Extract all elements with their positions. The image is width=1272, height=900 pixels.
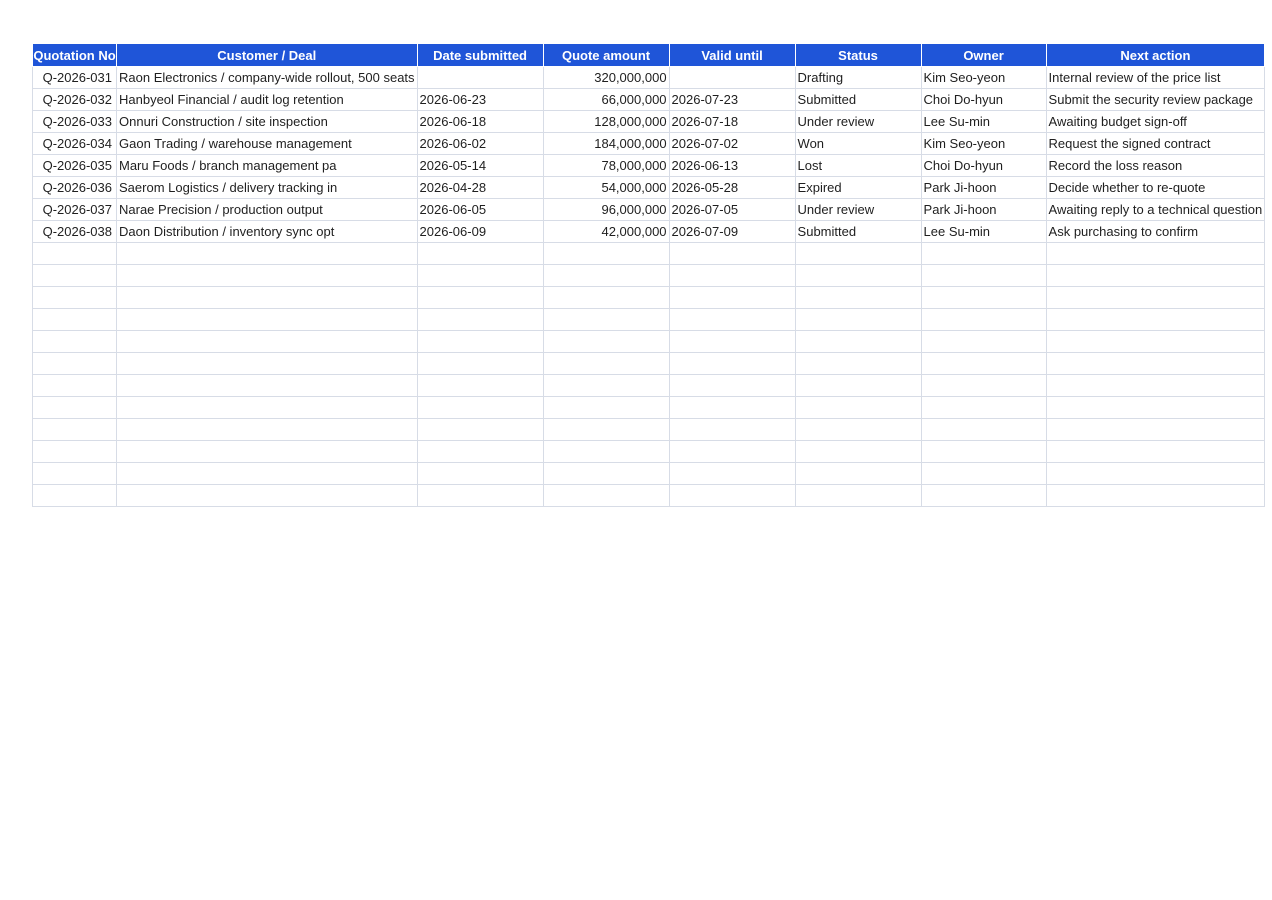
cell-date-submitted[interactable] bbox=[417, 397, 543, 419]
cell-owner[interactable] bbox=[921, 309, 1046, 331]
cell-quotation-no[interactable]: Q-2026-036 bbox=[33, 177, 117, 199]
cell-quotation-no[interactable] bbox=[33, 243, 117, 265]
cell-valid-until[interactable] bbox=[669, 353, 795, 375]
table-row bbox=[33, 155, 1265, 177]
empty-row bbox=[33, 463, 1265, 485]
cell-next-action[interactable] bbox=[1046, 485, 1265, 507]
cell-quote-amount[interactable] bbox=[543, 463, 669, 485]
header-row bbox=[33, 44, 1265, 67]
cell-customer-deal[interactable] bbox=[117, 397, 418, 419]
cell-valid-until[interactable] bbox=[669, 309, 795, 331]
cell-quotation-no[interactable] bbox=[33, 287, 117, 309]
cell-status[interactable]: Submitted bbox=[795, 89, 921, 111]
cell-valid-until[interactable]: 2026-05-28 bbox=[669, 177, 795, 199]
cell-date-submitted[interactable] bbox=[417, 67, 543, 89]
cell-status[interactable] bbox=[795, 419, 921, 441]
cell-status[interactable] bbox=[795, 265, 921, 287]
cell-status[interactable] bbox=[795, 397, 921, 419]
cell-quote-amount[interactable] bbox=[543, 419, 669, 441]
cell-next-action[interactable]: Internal review of the price list bbox=[1046, 67, 1265, 89]
cell-owner[interactable]: Lee Su-min bbox=[921, 111, 1046, 133]
cell-valid-until[interactable] bbox=[669, 375, 795, 397]
cell-customer-deal[interactable]: Gaon Trading / warehouse management bbox=[117, 133, 418, 155]
cell-owner[interactable]: Kim Seo-yeon bbox=[921, 133, 1046, 155]
table-row bbox=[33, 199, 1265, 221]
cell-owner[interactable] bbox=[921, 463, 1046, 485]
cell-owner[interactable]: Park Ji-hoon bbox=[921, 177, 1046, 199]
cell-owner[interactable] bbox=[921, 243, 1046, 265]
cell-customer-deal[interactable] bbox=[117, 441, 418, 463]
cell-quote-amount[interactable] bbox=[543, 243, 669, 265]
header-date-submitted[interactable]: Date submitted bbox=[417, 44, 543, 67]
cell-customer-deal[interactable]: Maru Foods / branch management pa bbox=[117, 155, 418, 177]
cell-date-submitted[interactable]: 2026-06-23 bbox=[417, 89, 543, 111]
cell-valid-until[interactable] bbox=[669, 331, 795, 353]
empty-row bbox=[33, 397, 1265, 419]
cell-quote-amount[interactable]: 128,000,000 bbox=[543, 111, 669, 133]
cell-owner[interactable] bbox=[921, 353, 1046, 375]
cell-next-action[interactable]: Submit the security review package bbox=[1046, 89, 1265, 111]
cell-quotation-no[interactable] bbox=[33, 309, 117, 331]
header-quotation-no[interactable]: Quotation No bbox=[33, 44, 117, 67]
cell-quotation-no[interactable] bbox=[33, 463, 117, 485]
cell-customer-deal[interactable] bbox=[117, 243, 418, 265]
cell-quote-amount[interactable] bbox=[543, 331, 669, 353]
cell-status[interactable]: Lost bbox=[795, 155, 921, 177]
cell-date-submitted[interactable]: 2026-06-18 bbox=[417, 111, 543, 133]
cell-valid-until[interactable] bbox=[669, 463, 795, 485]
cell-quotation-no[interactable]: Q-2026-031 bbox=[33, 67, 117, 89]
cell-quote-amount[interactable]: 78,000,000 bbox=[543, 155, 669, 177]
cell-date-submitted[interactable] bbox=[417, 375, 543, 397]
cell-valid-until[interactable]: 2026-07-23 bbox=[669, 89, 795, 111]
empty-row bbox=[33, 309, 1265, 331]
cell-next-action[interactable] bbox=[1046, 331, 1265, 353]
cell-valid-until[interactable]: 2026-06-13 bbox=[669, 155, 795, 177]
cell-valid-until[interactable] bbox=[669, 485, 795, 507]
header-owner[interactable]: Owner bbox=[921, 44, 1046, 67]
cell-owner[interactable] bbox=[921, 331, 1046, 353]
cell-quote-amount[interactable] bbox=[543, 375, 669, 397]
cell-customer-deal[interactable]: Hanbyeol Financial / audit log retention bbox=[117, 89, 418, 111]
cell-quotation-no[interactable] bbox=[33, 375, 117, 397]
table-row bbox=[33, 67, 1265, 89]
cell-date-submitted[interactable] bbox=[417, 485, 543, 507]
empty-row bbox=[33, 441, 1265, 463]
cell-valid-until[interactable] bbox=[669, 265, 795, 287]
cell-customer-deal[interactable]: Narae Precision / production output bbox=[117, 199, 418, 221]
table-row bbox=[33, 133, 1265, 155]
cell-next-action[interactable] bbox=[1046, 375, 1265, 397]
cell-quote-amount[interactable]: 96,000,000 bbox=[543, 199, 669, 221]
cell-status[interactable]: Drafting bbox=[795, 67, 921, 89]
cell-owner[interactable] bbox=[921, 441, 1046, 463]
empty-row bbox=[33, 287, 1265, 309]
cell-quote-amount[interactable] bbox=[543, 485, 669, 507]
cell-status[interactable]: Under review bbox=[795, 111, 921, 133]
cell-quote-amount[interactable] bbox=[543, 287, 669, 309]
cell-quotation-no[interactable] bbox=[33, 441, 117, 463]
cell-valid-until[interactable] bbox=[669, 67, 795, 89]
cell-quote-amount[interactable]: 66,000,000 bbox=[543, 89, 669, 111]
cell-quotation-no[interactable] bbox=[33, 397, 117, 419]
cell-quote-amount[interactable] bbox=[543, 265, 669, 287]
cell-valid-until[interactable] bbox=[669, 287, 795, 309]
cell-status[interactable] bbox=[795, 441, 921, 463]
cell-date-submitted[interactable] bbox=[417, 243, 543, 265]
quotation-sheet bbox=[32, 43, 1265, 507]
cell-valid-until[interactable]: 2026-07-18 bbox=[669, 111, 795, 133]
cell-quote-amount[interactable] bbox=[543, 397, 669, 419]
cell-customer-deal[interactable] bbox=[117, 309, 418, 331]
empty-row bbox=[33, 419, 1265, 441]
cell-status[interactable] bbox=[795, 331, 921, 353]
cell-next-action[interactable]: Awaiting reply to a technical question bbox=[1046, 199, 1265, 221]
header-quote-amount[interactable]: Quote amount bbox=[543, 44, 669, 67]
cell-customer-deal[interactable]: Saerom Logistics / delivery tracking in bbox=[117, 177, 418, 199]
empty-row bbox=[33, 331, 1265, 353]
cell-owner[interactable] bbox=[921, 287, 1046, 309]
cell-customer-deal[interactable] bbox=[117, 375, 418, 397]
cell-customer-deal[interactable] bbox=[117, 485, 418, 507]
cell-quotation-no[interactable]: Q-2026-032 bbox=[33, 89, 117, 111]
empty-row bbox=[33, 485, 1265, 507]
cell-next-action[interactable]: Awaiting budget sign-off bbox=[1046, 111, 1265, 133]
cell-owner[interactable]: Choi Do-hyun bbox=[921, 89, 1046, 111]
cell-valid-until[interactable]: 2026-07-05 bbox=[669, 199, 795, 221]
cell-quotation-no[interactable] bbox=[33, 353, 117, 375]
cell-quote-amount[interactable] bbox=[543, 353, 669, 375]
cell-valid-until[interactable] bbox=[669, 419, 795, 441]
cell-next-action[interactable] bbox=[1046, 243, 1265, 265]
cell-valid-until[interactable] bbox=[669, 397, 795, 419]
cell-customer-deal[interactable] bbox=[117, 419, 418, 441]
cell-status[interactable]: Won bbox=[795, 133, 921, 155]
cell-next-action[interactable] bbox=[1046, 463, 1265, 485]
cell-date-submitted[interactable] bbox=[417, 353, 543, 375]
table-row bbox=[33, 177, 1265, 199]
header-next-action[interactable]: Next action bbox=[1046, 44, 1265, 67]
cell-status[interactable] bbox=[795, 485, 921, 507]
cell-quote-amount[interactable]: 54,000,000 bbox=[543, 177, 669, 199]
cell-date-submitted[interactable] bbox=[417, 331, 543, 353]
cell-quotation-no[interactable]: Q-2026-034 bbox=[33, 133, 117, 155]
cell-next-action[interactable]: Request the signed contract bbox=[1046, 133, 1265, 155]
empty-row bbox=[33, 375, 1265, 397]
cell-quote-amount[interactable]: 320,000,000 bbox=[543, 67, 669, 89]
cell-date-submitted[interactable]: 2026-06-09 bbox=[417, 221, 543, 243]
cell-quotation-no[interactable]: Q-2026-033 bbox=[33, 111, 117, 133]
empty-row bbox=[33, 353, 1265, 375]
cell-date-submitted[interactable]: 2026-06-02 bbox=[417, 133, 543, 155]
cell-next-action[interactable] bbox=[1046, 287, 1265, 309]
cell-owner[interactable] bbox=[921, 419, 1046, 441]
cell-owner[interactable] bbox=[921, 485, 1046, 507]
cell-valid-until[interactable]: 2026-07-02 bbox=[669, 133, 795, 155]
cell-date-submitted[interactable] bbox=[417, 441, 543, 463]
cell-quotation-no[interactable]: Q-2026-035 bbox=[33, 155, 117, 177]
cell-quote-amount[interactable]: 184,000,000 bbox=[543, 133, 669, 155]
cell-date-submitted[interactable] bbox=[417, 265, 543, 287]
cell-customer-deal[interactable] bbox=[117, 353, 418, 375]
cell-status[interactable]: Expired bbox=[795, 177, 921, 199]
header-valid-until[interactable]: Valid until bbox=[669, 44, 795, 67]
cell-status[interactable]: Under review bbox=[795, 199, 921, 221]
sheet-body bbox=[33, 67, 1265, 507]
cell-quotation-no[interactable] bbox=[33, 331, 117, 353]
cell-status[interactable] bbox=[795, 353, 921, 375]
header-customer-deal[interactable]: Customer / Deal bbox=[117, 44, 418, 67]
cell-quotation-no[interactable] bbox=[33, 265, 117, 287]
cell-owner[interactable] bbox=[921, 265, 1046, 287]
cell-customer-deal[interactable] bbox=[117, 463, 418, 485]
cell-date-submitted[interactable]: 2026-04-28 bbox=[417, 177, 543, 199]
cell-customer-deal[interactable] bbox=[117, 331, 418, 353]
cell-status[interactable] bbox=[795, 375, 921, 397]
cell-customer-deal[interactable] bbox=[117, 265, 418, 287]
table-row bbox=[33, 89, 1265, 111]
cell-owner[interactable] bbox=[921, 375, 1046, 397]
cell-status[interactable] bbox=[795, 243, 921, 265]
cell-quotation-no[interactable]: Q-2026-038 bbox=[33, 221, 117, 243]
cell-date-submitted[interactable] bbox=[417, 309, 543, 331]
cell-next-action[interactable]: Record the loss reason bbox=[1046, 155, 1265, 177]
cell-quotation-no[interactable]: Q-2026-037 bbox=[33, 199, 117, 221]
cell-status[interactable] bbox=[795, 287, 921, 309]
cell-next-action[interactable]: Ask purchasing to confirm bbox=[1046, 221, 1265, 243]
cell-date-submitted[interactable]: 2026-05-14 bbox=[417, 155, 543, 177]
cell-owner[interactable]: Park Ji-hoon bbox=[921, 199, 1046, 221]
table-row bbox=[33, 111, 1265, 133]
cell-valid-until[interactable]: 2026-07-09 bbox=[669, 221, 795, 243]
cell-valid-until[interactable] bbox=[669, 441, 795, 463]
cell-quote-amount[interactable] bbox=[543, 309, 669, 331]
cell-date-submitted[interactable] bbox=[417, 419, 543, 441]
cell-status[interactable] bbox=[795, 463, 921, 485]
cell-date-submitted[interactable] bbox=[417, 463, 543, 485]
cell-quotation-no[interactable] bbox=[33, 485, 117, 507]
cell-next-action[interactable] bbox=[1046, 265, 1265, 287]
header-status[interactable]: Status bbox=[795, 44, 921, 67]
cell-next-action[interactable]: Decide whether to re-quote bbox=[1046, 177, 1265, 199]
cell-quotation-no[interactable] bbox=[33, 419, 117, 441]
cell-quote-amount[interactable]: 42,000,000 bbox=[543, 221, 669, 243]
empty-row bbox=[33, 265, 1265, 287]
cell-date-submitted[interactable]: 2026-06-05 bbox=[417, 199, 543, 221]
cell-owner[interactable]: Kim Seo-yeon bbox=[921, 67, 1046, 89]
cell-status[interactable]: Submitted bbox=[795, 221, 921, 243]
cell-next-action[interactable] bbox=[1046, 309, 1265, 331]
cell-valid-until[interactable] bbox=[669, 243, 795, 265]
cell-next-action[interactable] bbox=[1046, 419, 1265, 441]
cell-next-action[interactable] bbox=[1046, 397, 1265, 419]
cell-next-action[interactable] bbox=[1046, 441, 1265, 463]
cell-quote-amount[interactable] bbox=[543, 441, 669, 463]
empty-row bbox=[33, 243, 1265, 265]
cell-customer-deal[interactable] bbox=[117, 287, 418, 309]
cell-next-action[interactable] bbox=[1046, 353, 1265, 375]
table-row bbox=[33, 221, 1265, 243]
cell-customer-deal[interactable]: Raon Electronics / company-wide rollout, 500 seats bbox=[117, 67, 418, 89]
cell-customer-deal[interactable]: Onnuri Construction / site inspection bbox=[117, 111, 418, 133]
cell-owner[interactable] bbox=[921, 397, 1046, 419]
cell-date-submitted[interactable] bbox=[417, 287, 543, 309]
cell-owner[interactable]: Lee Su-min bbox=[921, 221, 1046, 243]
cell-owner[interactable]: Choi Do-hyun bbox=[921, 155, 1046, 177]
cell-status[interactable] bbox=[795, 309, 921, 331]
cell-customer-deal[interactable]: Daon Distribution / inventory sync opt bbox=[117, 221, 418, 243]
